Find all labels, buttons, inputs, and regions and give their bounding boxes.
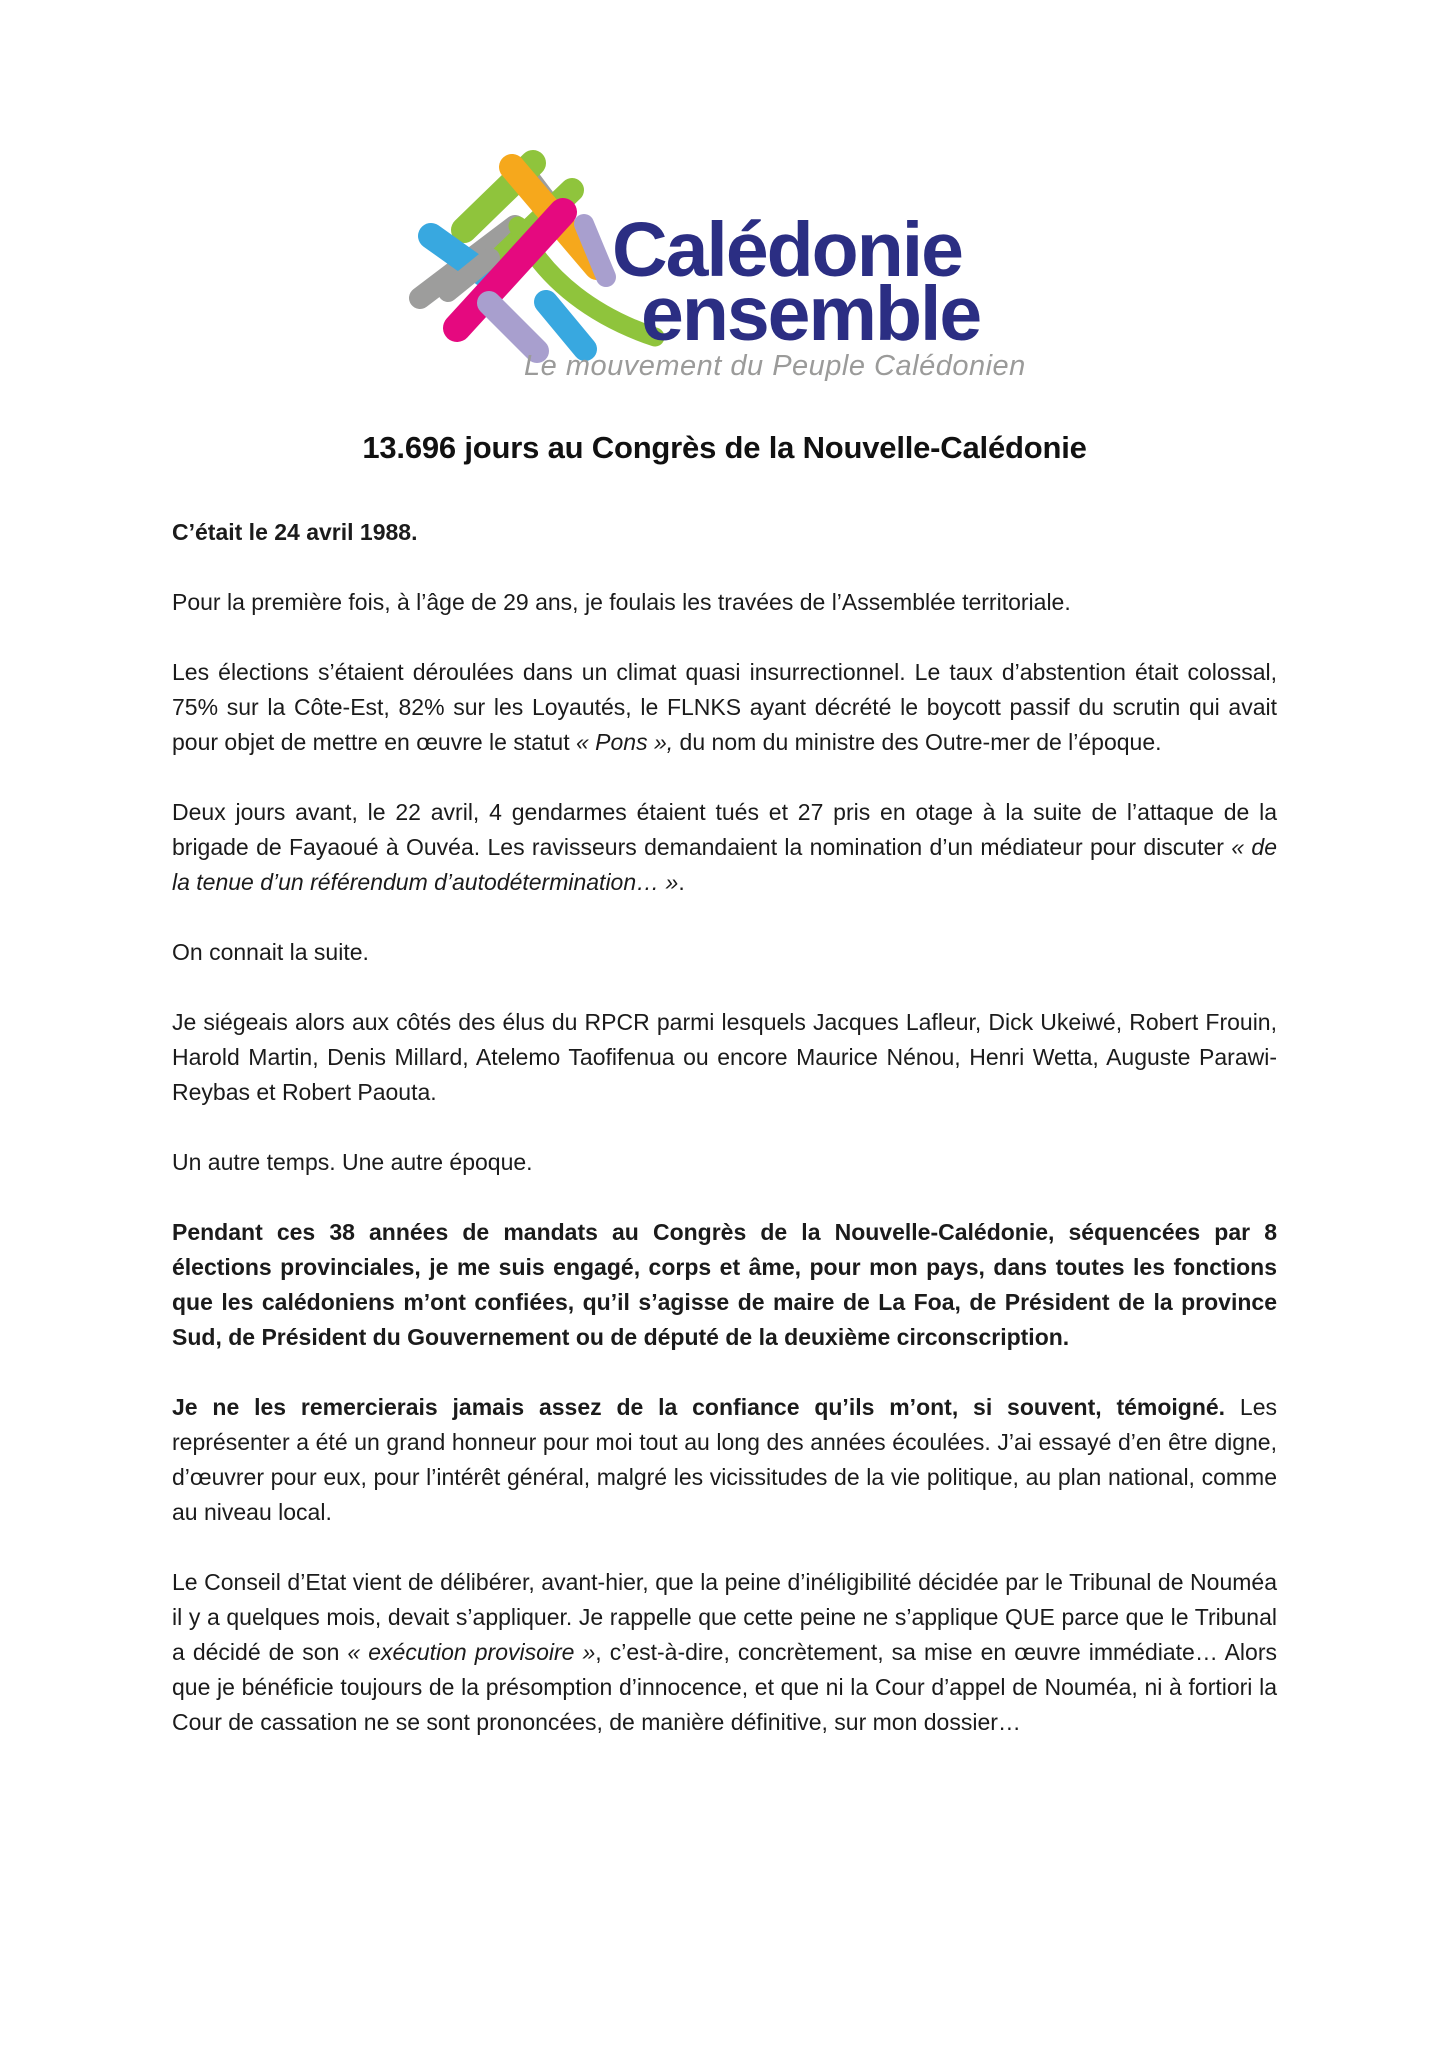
paragraph [172, 1565, 1277, 1740]
text-segment: Pendant ces 38 années de mandats au Congrès de la Nouvelle-Calédonie, séquencées par 8 élections provinciales, je me suis engagé, corps et âme, pour mon pays, dans toutes les fonctions que les calédoniens m’ont confiées, qu’il s’agisse de maire de La Foa, de Président de la province Sud, de Président du Gouvernement ou de député de la deuxième circonscription. [172, 1219, 1277, 1350]
paragraph [172, 1145, 1277, 1180]
text-segment: « de la tenue d’un référendum d’autodétermination… » [172, 834, 1277, 895]
paragraphs [172, 515, 1277, 1740]
logo-brand-line1: Calédonie [612, 207, 962, 293]
paragraph [172, 1215, 1277, 1355]
text-segment: Deux jours avant, le 22 avril, 4 gendarmes étaient tués et 27 pris en otage à la suite de l’attaque de la brigade de Fayaoué à Ouvéa. Les ravisseurs demandaient la nomination d’un médiateur pour discuter [172, 799, 1277, 860]
text-segment: Je siégeais alors aux côtés des élus du RPCR parmi lesquels Jacques Lafleur, Dick Ukeiwé, Robert Frouin, Harold Martin, Denis Millard, Atelemo Taofifenua ou encore Maurice Nénou, Henri Wetta, Auguste Parawi-Reybas et Robert Paouta. [172, 1009, 1277, 1105]
text-segment: Je ne les remercierais jamais assez de la confiance qu’ils m’ont, si souvent, témoigné. [172, 1394, 1226, 1420]
paragraph [172, 655, 1277, 760]
logo [0, 0, 1448, 430]
document-content [172, 430, 1277, 1775]
logo-tagline: Le mouvement du Peuple Calédonien [524, 350, 1026, 382]
text-segment: . [678, 869, 685, 895]
text-segment: Pour la première fois, à l’âge de 29 ans, je foulais les travées de l’Assemblée territoriale. [172, 589, 1071, 615]
paragraph [172, 1390, 1277, 1530]
paragraph [172, 1005, 1277, 1110]
paragraph [172, 585, 1277, 620]
text-segment: Un autre temps. Une autre époque. [172, 1149, 533, 1175]
text-segment: , c’est-à-dire, concrètement, sa mise en œuvre immédiate… Alors que je bénéficie toujours de la présomption d’innocence, et que ni la Cour d’appel de Nouméa, ni à fortiori la Cour de cassation ne se sont prononcées, de manière définitive, sur mon dossier… [172, 1639, 1277, 1735]
text-segment: « exécution provisoire » [347, 1639, 596, 1665]
text-segment: C’était le 24 avril 1988. [172, 519, 418, 545]
document-title: 13.696 jours au Congrès de la Nouvelle-Calédonie [362, 430, 1087, 465]
text-segment: On connait la suite. [172, 939, 369, 965]
text-segment: « Pons », [575, 729, 674, 755]
paragraph [172, 515, 1277, 550]
text-segment: Les représenter a été un grand honneur pour moi tout au long des années écoulées. J’ai essayé d’en être digne, d’œuvrer pour eux, pour l’intérêt général, malgré les vicissitudes de la vie politique, au plan national, comme au niveau local. [172, 1394, 1277, 1525]
logo-brand-line2: ensemble [641, 271, 981, 357]
paragraph [172, 935, 1277, 970]
text-segment: du nom du ministre des Outre-mer de l’époque. [673, 729, 1162, 755]
text-segment: Le Conseil d’Etat vient de délibérer, avant-hier, que la peine d’inéligibilité décidée par le Tribunal de Nouméa il y a quelques mois, devait s’appliquer. Je rappelle que cette peine ne s’applique QUE parce que le Tribunal a décidé de son [172, 1569, 1277, 1665]
paragraph [172, 795, 1277, 900]
text-segment: Les élections s’étaient déroulées dans un climat quasi insurrectionnel. Le taux d’abstention était colossal, 75% sur la Côte-Est, 82% sur les Loyautés, le FLNKS ayant décrété le boycott passif du scrutin qui avait pour objet de mettre en œuvre le statut [172, 659, 1277, 755]
